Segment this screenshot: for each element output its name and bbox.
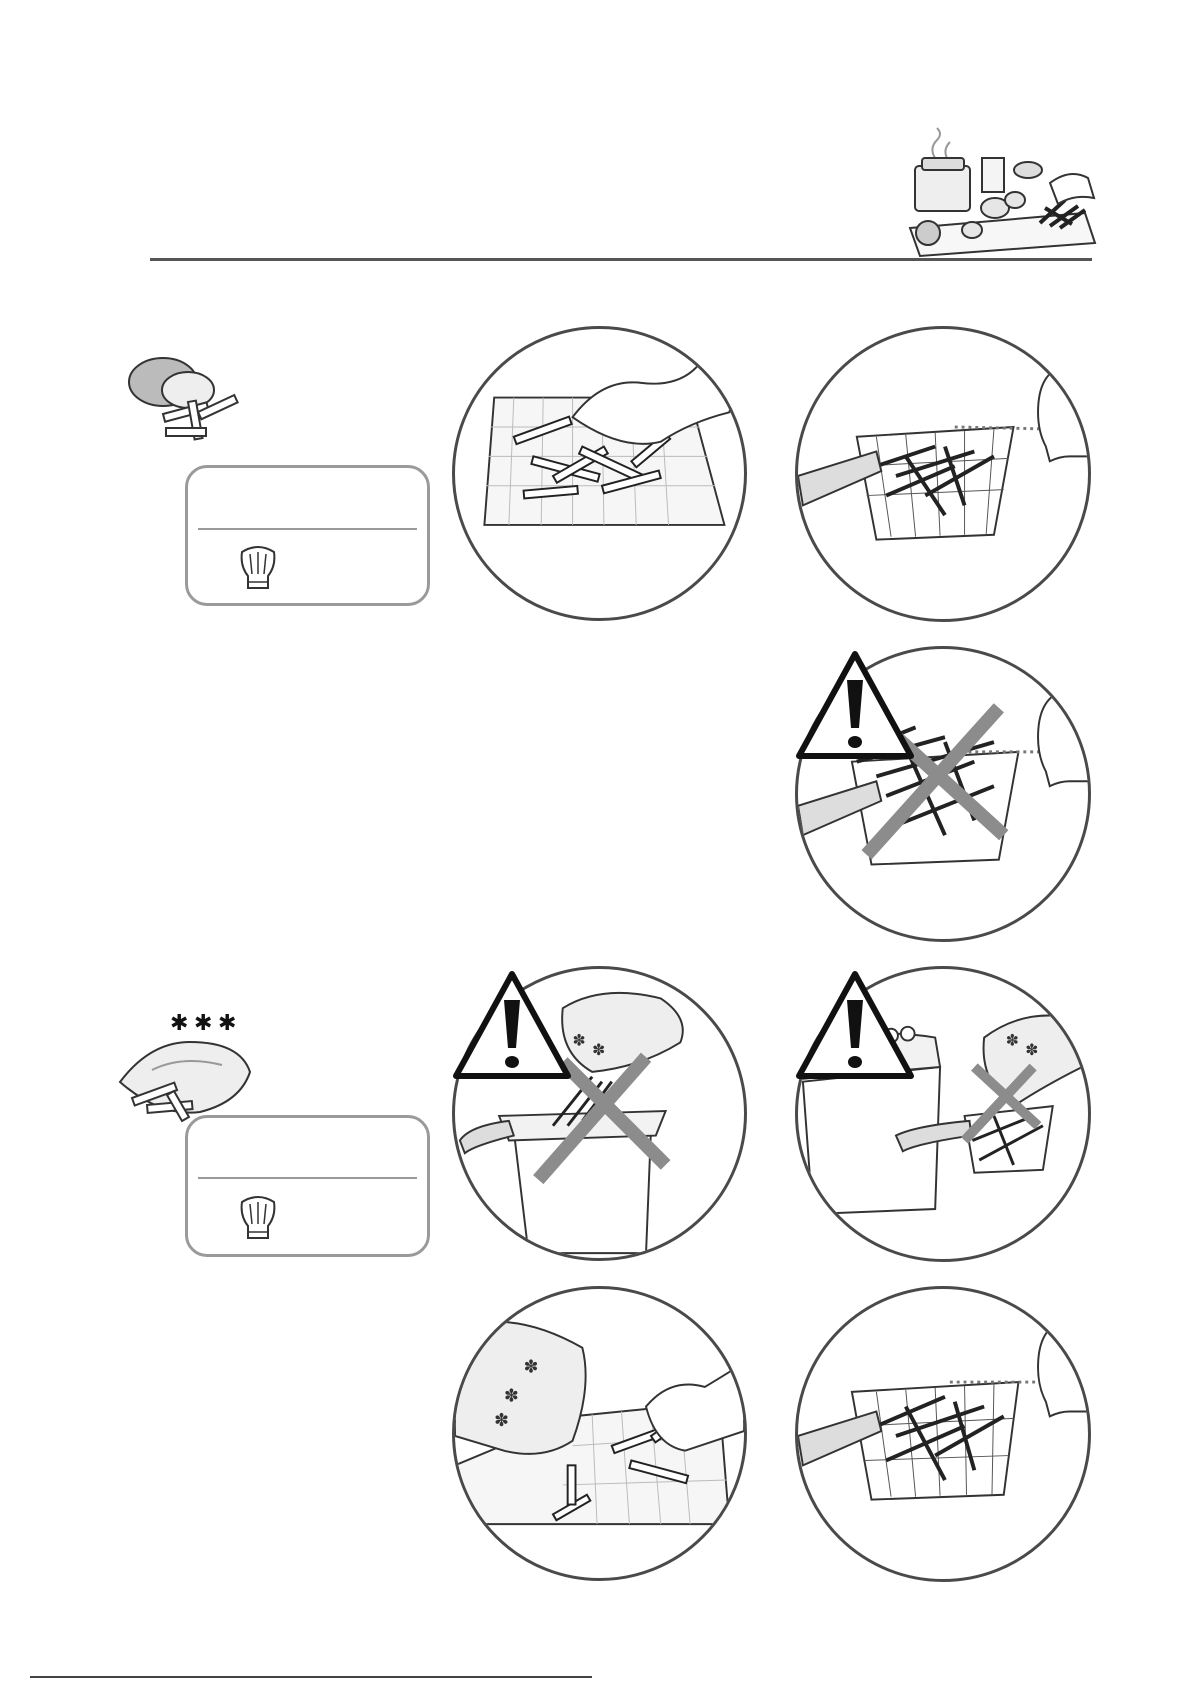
info-box-divider (198, 528, 417, 530)
basket-fill-level-ok-icon (798, 329, 1088, 619)
svg-text:✽: ✽ (572, 1030, 586, 1050)
warning-triangle-icon (795, 970, 915, 1080)
header-illustration (900, 128, 1100, 258)
dry-fries-with-cloth-icon (455, 329, 744, 618)
step-circle-basket-frozen (795, 1286, 1091, 1582)
svg-text:✱: ✱ (170, 1011, 189, 1036)
potato-and-fries-icon (118, 352, 248, 447)
remove-ice-crystals-icon (455, 1289, 744, 1578)
info-box-frozen (185, 1115, 430, 1257)
step-circle-basket-ok (795, 326, 1091, 622)
svg-text:✽: ✽ (523, 1357, 539, 1378)
basket-fill-level-frozen-icon (798, 1289, 1088, 1579)
info-box-divider (198, 1177, 417, 1179)
header-divider (150, 258, 1092, 261)
svg-text:✱: ✱ (218, 1011, 237, 1036)
info-box-fresh (185, 465, 430, 606)
chef-hat-icon (238, 1194, 278, 1242)
svg-text:✽: ✽ (503, 1386, 519, 1407)
svg-text:✽: ✽ (1025, 1040, 1039, 1060)
svg-text:✽: ✽ (1005, 1030, 1019, 1050)
svg-text:✱: ✱ (194, 1011, 213, 1036)
footer-rule (30, 1676, 592, 1678)
svg-text:✽: ✽ (592, 1040, 606, 1060)
svg-text:✽: ✽ (494, 1411, 509, 1432)
warning-triangle-icon (452, 970, 572, 1080)
step-circle-remove-ice (452, 1286, 747, 1581)
fryer-and-ingredients-icon (900, 128, 1100, 258)
step-circle-dry-fries (452, 326, 747, 621)
warning-triangle-icon (795, 650, 915, 760)
chef-hat-icon (238, 544, 278, 592)
frozen-fries-bag-icon (112, 1010, 262, 1130)
